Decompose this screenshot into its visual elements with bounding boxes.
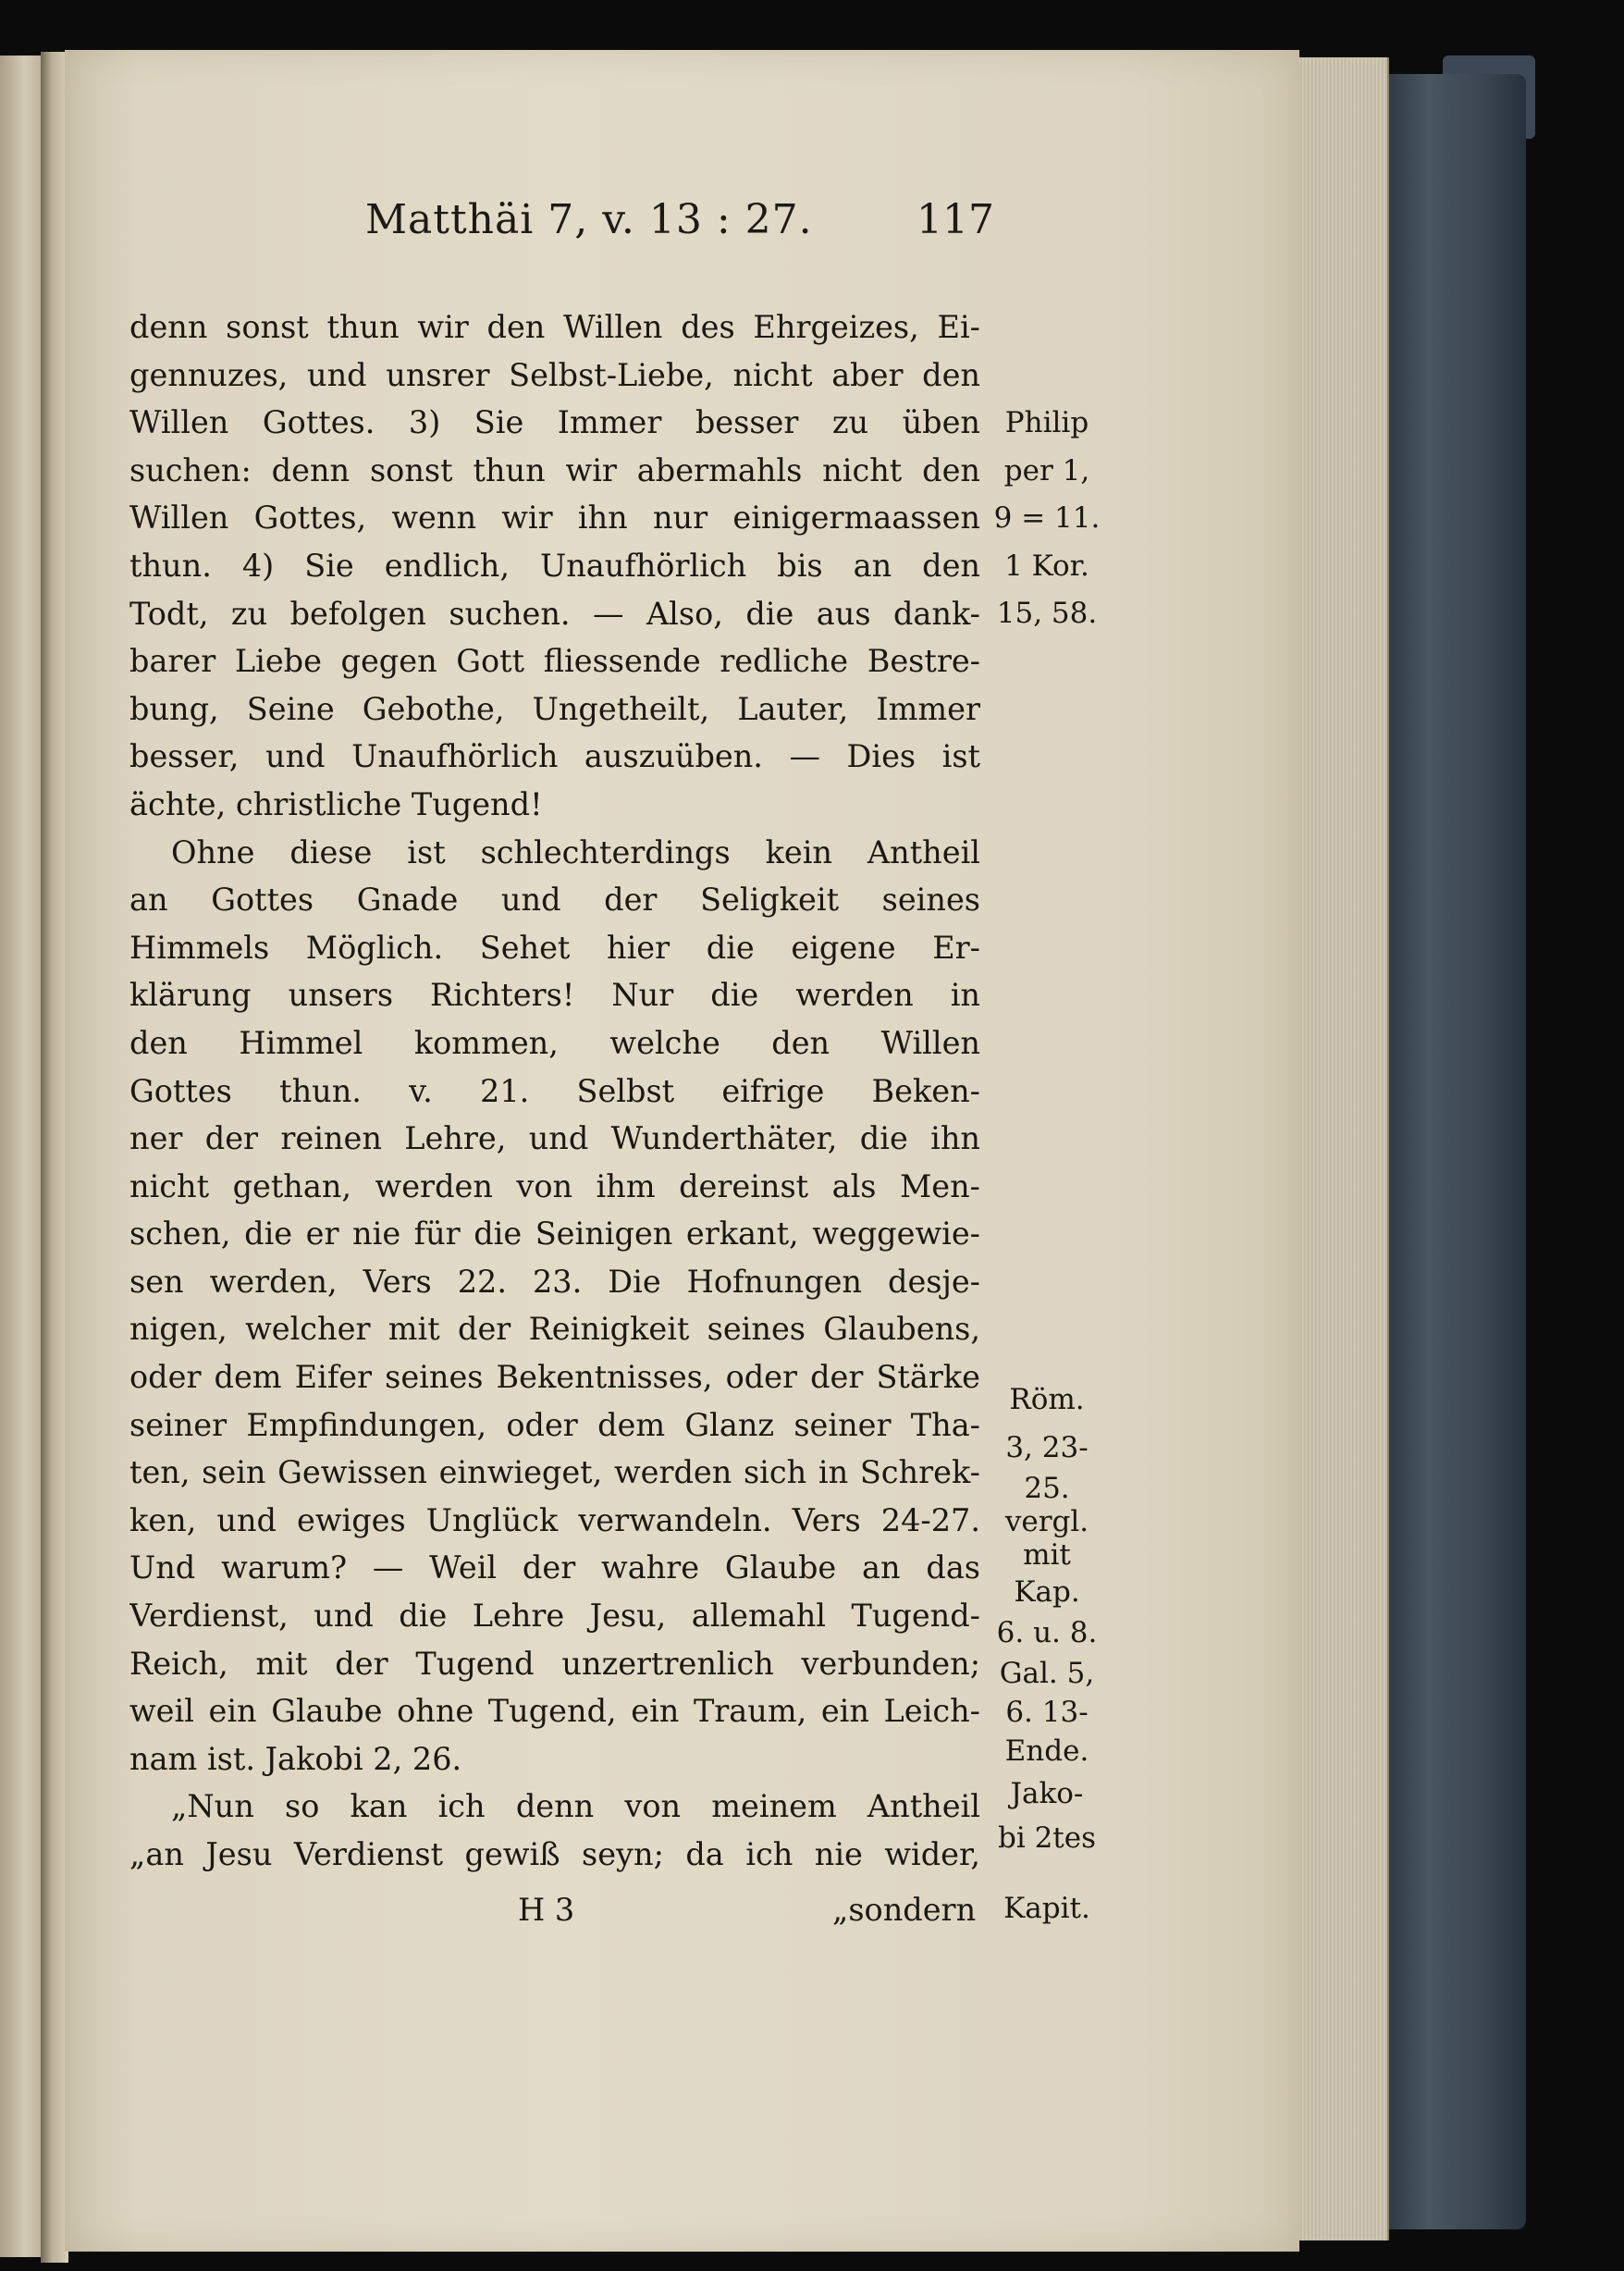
margin-line: 25. — [1024, 1472, 1070, 1506]
text-line: weil ein Glaube ohne Tugend, ein Traum, ein Leich- — [129, 1693, 980, 1730]
text-line: den Himmel kommen, welche den Willen — [129, 1024, 980, 1061]
text-line: Willen Gottes. 3) Sie Immer besser zu üben — [129, 404, 980, 441]
text-line: ken, und ewiges Unglück verwandeln. Vers 24-27. — [129, 1501, 980, 1538]
text-line: Reich, mit der Tugend unzertrenlich verbunden; — [129, 1645, 980, 1682]
text-line: Und warum? — Weil der wahre Glaube an das — [129, 1549, 980, 1586]
catchword: „sondern — [832, 1892, 977, 1928]
text-line: besser, und Unaufhörlich auszuüben. — Dies ist — [129, 738, 980, 775]
margin-line: 6. u. 8. — [996, 1616, 1098, 1650]
margin-note-romans — [982, 1376, 1112, 1860]
margin-line: Philip — [1004, 406, 1089, 439]
text-line: klärung unsers Richters! Nur die werden in — [129, 977, 980, 1014]
text-line: denn sonst thun wir den Willen des Ehrgeizes, Ei- — [129, 309, 980, 345]
paragraph-start: Ohne diese ist schlechterdings kein Antheil — [171, 833, 980, 870]
text-line: ächte, christliche Tugend! — [129, 785, 543, 822]
margin-line: 3, 23- — [1005, 1430, 1089, 1464]
text-line: nam ist. Jakobi 2, 26. — [129, 1740, 462, 1777]
text-line: ner der reinen Lehre, und Wunderthäter, die ihn — [129, 1120, 980, 1157]
margin-line: Kap. — [1014, 1575, 1080, 1610]
text-line: bung, Seine Gebothe, Ungetheilt, Lauter, Immer — [129, 690, 980, 727]
text-line: schen, die er nie für die Seinigen erkant, weggewie- — [129, 1216, 980, 1253]
text-line: ten, sein Gewissen einwieget, werden sich in Schrek- — [129, 1454, 980, 1491]
text-line: thun. 4) Sie endlich, Unaufhörlich bis an den — [129, 547, 980, 584]
margin-line: bi 2tes — [997, 1821, 1097, 1856]
margin-note-philippians — [982, 400, 1112, 638]
text-line: „an Jesu Verdienst gewiß seyn; da ich nie wider, — [129, 1836, 980, 1872]
margin-line: vergl. — [1004, 1505, 1089, 1539]
signature-mark: H 3 — [518, 1892, 575, 1928]
page-footer — [129, 1892, 1112, 1940]
body-text — [129, 303, 980, 1879]
text-line: gennuzes, und unsrer Selbst-Liebe, nicht aber den — [129, 356, 980, 393]
facing-page-edge — [0, 56, 41, 2257]
margin-line: mit — [1023, 1538, 1071, 1573]
margin-line: Röm. — [1009, 1383, 1085, 1416]
text-line: Todt, zu befolgen suchen. — Also, die aus dank- — [129, 595, 980, 632]
text-line: nicht gethan, werden von ihm dereinst als Men- — [129, 1167, 980, 1204]
page-block-edges — [1299, 57, 1389, 2240]
margin-line: Jako- — [1010, 1777, 1084, 1811]
margin-line: 9 = 11. — [993, 501, 1101, 536]
text-line: Verdienst, und die Lehre Jesu, allemahl Tugend- — [129, 1598, 980, 1635]
page-number: 117 — [917, 196, 994, 243]
text-line: suchen: denn sonst thun wir abermahls nicht den — [129, 451, 980, 488]
margin-line: 6. 13- — [1005, 1696, 1089, 1730]
margin-line: Gal. 5, — [999, 1657, 1095, 1691]
running-title: Matthäi 7, v. 13 : 27. — [365, 196, 813, 243]
text-line: sen werden, Vers 22. 23. Die Hofnungen desje- — [129, 1263, 980, 1300]
text-line: Himmels Möglich. Sehet hier die eigene Er- — [129, 929, 980, 966]
margin-line: 1 Kor. — [1004, 549, 1089, 583]
text-line: nigen, welcher mit der Reinigkeit seines Glaubens, — [129, 1311, 980, 1348]
text-line: Willen Gottes, wenn wir ihn nur einigermaassen — [129, 500, 980, 537]
running-header — [365, 196, 994, 252]
margin-line: Ende. — [1004, 1734, 1089, 1769]
margin-line: Kapit. — [1003, 1892, 1090, 1925]
margin-line: per 1, — [1003, 453, 1090, 488]
text-line: barer Liebe gegen Gott fliessende redliche Bestre- — [129, 643, 980, 680]
text-line: oder dem Eifer seines Bekentnisses, oder der Stärke — [129, 1359, 980, 1396]
text-line: an Gottes Gnade und der Seligkeit seines — [129, 882, 980, 919]
margin-line: 15, 58. — [996, 597, 1098, 631]
text-line: Gottes thun. v. 21. Selbst eifrige Beken- — [129, 1072, 980, 1109]
book-cover — [1387, 74, 1526, 2229]
paragraph-start: „Nun so kan ich denn von meinem Antheil — [171, 1788, 980, 1825]
text-line: seiner Empfindungen, oder dem Glanz seiner Tha- — [129, 1406, 980, 1443]
